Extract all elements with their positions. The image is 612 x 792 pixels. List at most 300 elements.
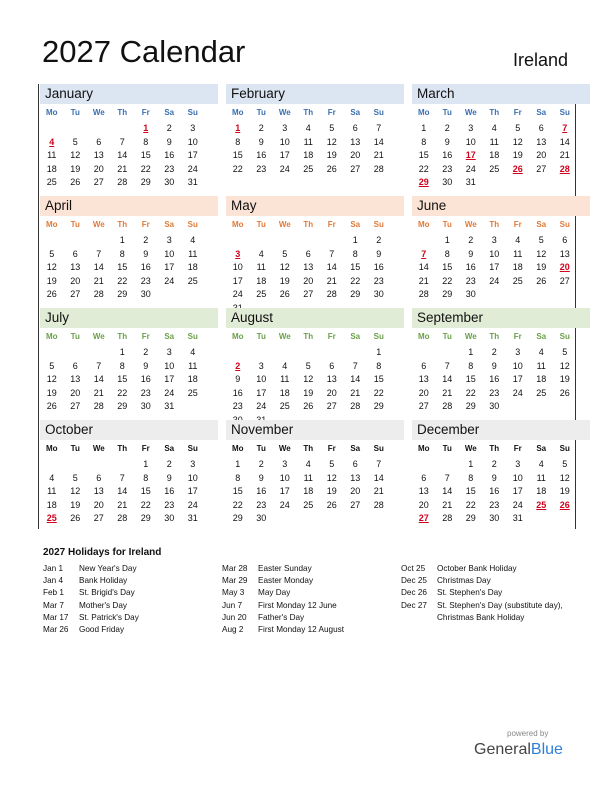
weekday-label: Mo: [231, 332, 244, 341]
day-cell: 26: [326, 163, 337, 174]
weekday-label: Tu: [442, 220, 452, 229]
day-cell: [40, 346, 64, 360]
week-row: [226, 136, 404, 150]
holidays-title: 2027 Holidays for Ireland: [43, 547, 162, 558]
weekday-label: Fr: [327, 220, 336, 229]
month-name: October: [40, 420, 218, 440]
weekday-label: Su: [373, 220, 384, 229]
weekday-label: Su: [373, 332, 384, 341]
day-cell: 3: [190, 459, 196, 469]
week-row: [40, 499, 218, 513]
day-cell: 11: [303, 136, 313, 147]
day-cell: [320, 346, 344, 360]
week-row: [226, 373, 404, 387]
day-cell: 18: [489, 150, 500, 161]
day-cell: 11: [536, 472, 546, 483]
day-cell: [87, 346, 111, 360]
weekday-label: Sa: [536, 220, 547, 229]
weekday-label: Sa: [350, 220, 361, 229]
day-cell: 30: [140, 401, 151, 412]
day-cell: 17: [164, 262, 175, 273]
holiday-name: St. Stephen's Day (substitute day), Christmas Bank Holiday: [437, 600, 563, 622]
day-cell: 15: [140, 150, 151, 161]
day-cell: 16: [465, 262, 476, 273]
day-cell: 29: [117, 289, 128, 300]
weekday-label: We: [464, 108, 477, 117]
day-cell: 2: [143, 235, 149, 245]
day-cell: 3: [166, 235, 172, 245]
month-january: [40, 84, 218, 190]
day-cell: [64, 122, 88, 136]
holiday-day: 25: [536, 499, 547, 510]
holiday-name: May Day: [258, 588, 291, 598]
day-cell: [506, 400, 530, 414]
month-name: December: [412, 420, 590, 440]
day-cell: 19: [326, 150, 337, 161]
day-cell: 16: [489, 374, 500, 385]
day-cell: 19: [303, 387, 314, 398]
holiday-name: Father's Day: [258, 612, 305, 622]
weekday-label: Tu: [442, 332, 452, 341]
weekday-label: Su: [187, 220, 198, 229]
weekday-label: Mo: [45, 108, 58, 117]
weekday-header: [40, 105, 218, 120]
weekday-label: Su: [187, 108, 198, 117]
weekday-label: Tu: [256, 444, 266, 453]
brand-logo[interactable]: [474, 741, 563, 759]
day-cell: 18: [303, 150, 314, 161]
day-cell: [87, 458, 111, 472]
weekday-label: Th: [303, 108, 314, 117]
day-cell: 8: [421, 136, 427, 147]
week-row: [40, 346, 218, 360]
day-cell: 15: [418, 150, 429, 161]
day-cell: 31: [512, 513, 523, 524]
weekday-label: Tu: [70, 332, 80, 341]
day-cell: 14: [418, 262, 429, 273]
day-cell: [344, 512, 368, 526]
day-cell: 27: [93, 177, 104, 188]
day-cell: 3: [468, 123, 474, 133]
day-cell: [64, 234, 88, 248]
day-cell: 30: [489, 401, 500, 412]
weekday-label: Su: [559, 220, 570, 229]
weekday-label: Sa: [536, 108, 547, 117]
day-cell: 13: [326, 374, 337, 385]
day-cell: [436, 346, 460, 360]
day-cell: 21: [117, 163, 128, 174]
day-cell: 19: [46, 275, 57, 286]
week-row: [412, 261, 590, 275]
day-cell: 1: [143, 459, 149, 469]
day-cell: 21: [442, 387, 453, 398]
day-cell: 19: [326, 486, 337, 497]
day-cell: 11: [256, 262, 266, 273]
holiday-item: [43, 612, 219, 624]
day-cell: [250, 234, 274, 248]
day-cell: 17: [232, 275, 243, 286]
week-row: [226, 512, 404, 526]
holiday-date: Feb 1: [43, 588, 64, 598]
day-cell: 22: [350, 275, 361, 286]
day-cell: 5: [562, 459, 568, 469]
month-name: January: [40, 84, 218, 104]
month-july: [40, 308, 218, 414]
day-cell: 14: [350, 374, 361, 385]
day-cell: 6: [329, 360, 335, 371]
week-row: [40, 234, 218, 248]
day-cell: 17: [279, 486, 290, 497]
holiday-day: 1: [235, 123, 241, 133]
week-row: [40, 248, 218, 262]
weekday-header: [412, 329, 590, 344]
day-cell: 24: [187, 163, 198, 174]
day-cell: 20: [93, 163, 104, 174]
weekday-label: Fr: [513, 108, 522, 117]
week-row: [226, 149, 404, 163]
day-cell: 20: [536, 150, 547, 161]
day-cell: 10: [187, 472, 198, 483]
holiday-item: [43, 624, 219, 636]
day-cell: [111, 122, 135, 136]
weekday-label: Su: [559, 108, 570, 117]
day-cell: 28: [117, 177, 128, 188]
day-cell: 30: [164, 513, 175, 524]
weekday-label: Fr: [513, 332, 522, 341]
day-cell: 18: [187, 262, 198, 273]
day-cell: 26: [536, 275, 547, 286]
week-row: [40, 512, 218, 526]
weekday-label: We: [92, 108, 105, 117]
weekday-label: Fr: [141, 332, 150, 341]
day-cell: 12: [536, 248, 547, 259]
day-cell: [367, 512, 391, 526]
day-cell: 11: [188, 248, 198, 259]
day-cell: 11: [280, 374, 290, 385]
day-cell: 17: [512, 374, 523, 385]
day-cell: 31: [187, 177, 198, 188]
day-cell: 15: [117, 374, 128, 385]
day-cell: 13: [418, 374, 429, 385]
holiday-day: 3: [235, 248, 241, 259]
month-name: February: [226, 84, 404, 104]
day-cell: 14: [326, 262, 337, 273]
day-cell: 16: [373, 262, 384, 273]
weekday-header: [226, 105, 404, 120]
day-cell: 14: [93, 262, 104, 273]
week-row: [226, 499, 404, 513]
day-cell: 14: [373, 472, 384, 483]
page-title: 2027 Calendar: [42, 34, 246, 69]
holiday-item: [222, 587, 398, 599]
day-cell: 22: [442, 275, 453, 286]
day-cell: 10: [256, 374, 267, 385]
day-cell: 18: [536, 486, 547, 497]
month-may: [226, 196, 404, 316]
week-row: [40, 261, 218, 275]
weekday-label: Th: [303, 444, 314, 453]
day-cell: 29: [117, 401, 128, 412]
day-cell: [297, 512, 321, 526]
week-row: [40, 485, 218, 499]
holiday-day: 27: [418, 513, 429, 524]
day-cell: 9: [166, 136, 172, 147]
day-cell: 4: [305, 123, 311, 133]
day-cell: 17: [187, 486, 198, 497]
day-cell: 16: [164, 150, 175, 161]
weekday-label: Fr: [327, 108, 336, 117]
weekday-label: Fr: [327, 444, 336, 453]
weekday-header: [40, 217, 218, 232]
day-cell: 26: [303, 401, 314, 412]
day-cell: 12: [326, 472, 337, 483]
day-cell: 8: [235, 136, 241, 147]
day-cell: 12: [70, 486, 81, 497]
day-cell: 22: [465, 499, 476, 510]
holiday-date: Dec 27: [401, 600, 427, 610]
day-cell: 15: [442, 262, 453, 273]
day-cell: [412, 234, 436, 248]
week-row: [412, 136, 590, 150]
day-cell: 23: [442, 163, 453, 174]
week-row: [412, 234, 590, 248]
week-row: [412, 387, 590, 401]
day-cell: 11: [489, 136, 499, 147]
day-cell: 20: [418, 499, 429, 510]
weekday-header: [412, 105, 590, 120]
day-cell: [530, 400, 554, 414]
day-cell: 23: [140, 387, 151, 398]
day-cell: 13: [93, 486, 104, 497]
weekday-label: Su: [187, 332, 198, 341]
day-cell: 2: [258, 123, 264, 133]
day-cell: [530, 288, 554, 302]
day-cell: 7: [444, 360, 450, 371]
holiday-date: Jan 1: [43, 564, 64, 573]
day-cell: 13: [350, 472, 361, 483]
day-cell: 23: [140, 275, 151, 286]
day-cell: 16: [164, 486, 175, 497]
weekday-label: We: [278, 444, 291, 453]
day-cell: 2: [468, 235, 474, 245]
day-cell: 5: [72, 136, 78, 147]
day-cell: 4: [491, 123, 497, 133]
week-row: [226, 458, 404, 472]
weekday-label: We: [92, 332, 105, 341]
day-cell: 1: [119, 235, 125, 245]
weekday-label: We: [278, 332, 291, 341]
weekday-label: Mo: [417, 332, 430, 341]
holiday-date: Dec 25: [401, 576, 427, 586]
day-cell: 28: [93, 401, 104, 412]
weekday-label: Su: [559, 332, 570, 341]
month-april: [40, 196, 218, 302]
day-cell: 24: [279, 499, 290, 510]
weekday-label: Tu: [70, 108, 80, 117]
day-cell: 5: [515, 123, 521, 133]
calendar-grid: [38, 84, 576, 529]
holiday-item: [43, 575, 219, 587]
day-cell: 29: [140, 177, 151, 188]
day-cell: 25: [187, 387, 198, 398]
day-cell: 15: [350, 262, 361, 273]
day-cell: 4: [305, 459, 311, 469]
weekday-label: Fr: [513, 444, 522, 453]
holiday-day: 7: [562, 123, 568, 133]
day-cell: 6: [562, 235, 568, 245]
holiday-date: Mar 28: [222, 564, 248, 573]
month-august: [226, 308, 404, 428]
day-cell: 22: [418, 163, 429, 174]
day-cell: 15: [465, 486, 476, 497]
day-cell: 30: [465, 289, 476, 300]
week-row: [412, 275, 590, 289]
day-cell: [320, 512, 344, 526]
day-cell: 25: [256, 289, 267, 300]
day-cell: 28: [350, 401, 361, 412]
weekday-header: [40, 441, 218, 456]
day-cell: 21: [442, 499, 453, 510]
weekday-label: We: [278, 220, 291, 229]
weekday-label: Th: [117, 444, 128, 453]
day-cell: 21: [93, 387, 104, 398]
day-cell: 22: [117, 275, 128, 286]
day-cell: 19: [70, 163, 81, 174]
day-cell: 2: [258, 459, 264, 469]
day-cell: 14: [442, 486, 453, 497]
weekday-label: Mo: [231, 220, 244, 229]
weekday-label: Su: [559, 444, 570, 453]
day-cell: 4: [49, 472, 55, 483]
day-cell: [250, 346, 274, 360]
day-cell: 5: [72, 472, 78, 483]
holiday-name: St. Stephen's Day: [437, 588, 503, 598]
holiday-date: Jan 4: [43, 576, 64, 586]
month-name: March: [412, 84, 590, 104]
day-cell: 25: [489, 163, 500, 174]
day-cell: 24: [489, 275, 500, 286]
week-row: [412, 400, 590, 414]
day-cell: 23: [256, 499, 267, 510]
day-cell: [553, 400, 577, 414]
day-cell: 30: [164, 177, 175, 188]
weekday-label: Fr: [141, 444, 150, 453]
holiday-item: [43, 587, 219, 599]
month-november: [226, 420, 404, 526]
week-row: [412, 149, 590, 163]
day-cell: 14: [117, 150, 128, 161]
holiday-name: Easter Sunday: [258, 564, 312, 573]
day-cell: 1: [352, 235, 358, 245]
day-cell: [412, 458, 436, 472]
day-cell: 13: [70, 262, 81, 273]
day-cell: 7: [96, 360, 102, 371]
month-name: November: [226, 420, 404, 440]
day-cell: 19: [559, 374, 570, 385]
day-cell: 15: [232, 150, 243, 161]
week-row: [412, 512, 590, 526]
day-cell: 4: [515, 235, 521, 245]
holiday-date: Dec 26: [401, 588, 427, 598]
day-cell: 20: [350, 150, 361, 161]
day-cell: 5: [305, 360, 311, 371]
weekday-label: Tu: [442, 108, 452, 117]
day-cell: 11: [47, 150, 57, 161]
day-cell: 16: [489, 486, 500, 497]
day-cell: 19: [279, 275, 290, 286]
weekday-label: Fr: [513, 220, 522, 229]
day-cell: 12: [559, 472, 570, 483]
week-row: [226, 248, 404, 262]
day-cell: 3: [282, 123, 288, 133]
day-cell: 22: [232, 163, 243, 174]
weekday-label: Mo: [417, 108, 430, 117]
day-cell: [320, 234, 344, 248]
day-cell: [111, 458, 135, 472]
day-cell: 13: [93, 150, 104, 161]
day-cell: 9: [468, 248, 474, 259]
day-cell: 28: [326, 289, 337, 300]
day-cell: 21: [117, 499, 128, 510]
day-cell: 21: [373, 150, 384, 161]
weekday-label: Th: [303, 220, 314, 229]
weekday-label: Tu: [442, 444, 452, 453]
weekday-label: Sa: [164, 332, 175, 341]
day-cell: 17: [279, 150, 290, 161]
day-cell: 5: [49, 248, 55, 259]
day-cell: 24: [512, 387, 523, 398]
day-cell: 4: [282, 360, 288, 371]
week-row: [412, 360, 590, 374]
weekday-label: Mo: [417, 444, 430, 453]
day-cell: 28: [117, 513, 128, 524]
day-cell: 25: [46, 177, 57, 188]
day-cell: 14: [117, 486, 128, 497]
day-cell: [530, 176, 554, 190]
day-cell: 8: [235, 472, 241, 483]
day-cell: 3: [258, 360, 264, 371]
day-cell: 25: [512, 275, 523, 286]
weekday-header: [40, 329, 218, 344]
week-row: [226, 485, 404, 499]
week-row: [40, 387, 218, 401]
day-cell: 24: [164, 275, 175, 286]
day-cell: 7: [119, 136, 125, 147]
day-cell: 23: [164, 163, 175, 174]
day-cell: 24: [279, 163, 290, 174]
day-cell: 14: [93, 374, 104, 385]
weekday-label: Tu: [256, 108, 266, 117]
day-cell: 11: [303, 472, 313, 483]
day-cell: 14: [559, 136, 570, 147]
week-row: [226, 346, 404, 360]
holiday-day: 7: [421, 248, 427, 259]
country-label: Ireland: [512, 50, 568, 70]
day-cell: 15: [232, 486, 243, 497]
day-cell: 25: [303, 499, 314, 510]
day-cell: 12: [326, 136, 337, 147]
day-cell: 12: [512, 136, 523, 147]
day-cell: [40, 234, 64, 248]
holiday-name: October Bank Holiday: [437, 564, 517, 573]
day-cell: 26: [70, 177, 81, 188]
day-cell: 12: [279, 262, 290, 273]
day-cell: 18: [46, 499, 57, 510]
day-cell: [483, 288, 507, 302]
holiday-name: New Year's Day: [79, 564, 137, 573]
week-row: [226, 288, 404, 302]
week-row: [40, 458, 218, 472]
